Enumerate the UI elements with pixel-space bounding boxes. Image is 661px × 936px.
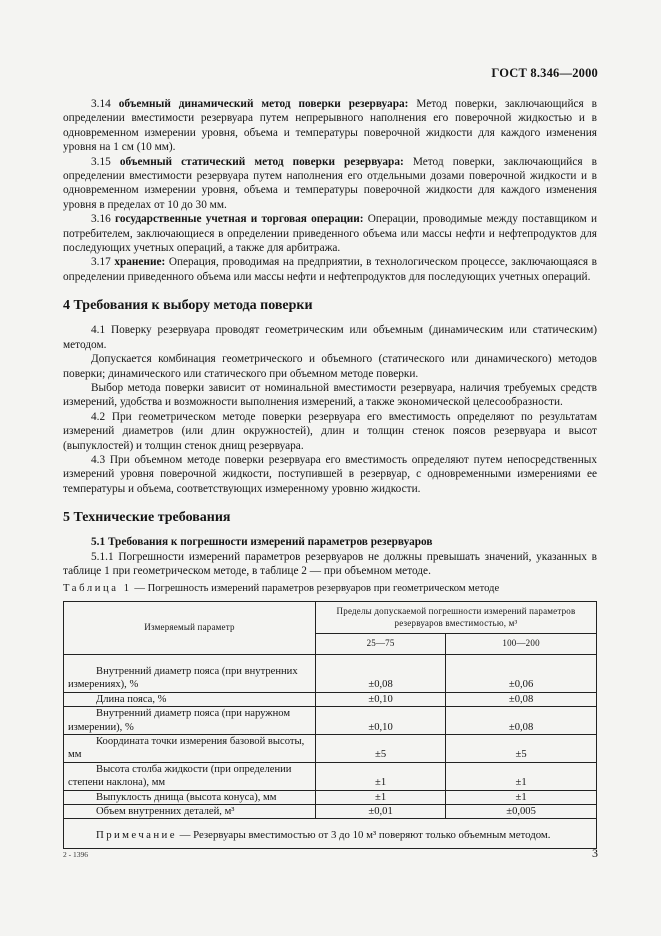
column-header-limits: Пределы допускаемой погрешности измерений параметров резервуаров вместимостью, м³ <box>316 602 597 634</box>
table-note: Примечание — Резервуары вместимостью от 3 до 10 м³ поверяют только объемным методом. <box>64 819 597 849</box>
term: хранение: <box>114 256 166 269</box>
term: государственные учетная и торговая операции: <box>115 213 364 226</box>
definition-3-16: 3.16 государственные учетная и торговая операции: Операции, проводимые между поставщиком и потребителем, заключающиеся в определении приведенного объема или массы нефти и нефтепродуктов для последующих учетных операций, а также для арбитража. <box>63 213 598 255</box>
paragraph-5-1-1: 5.1.1 Погрешности измерений параметров резервуаров не должны превышать значений, указанных в таблице 1 при геометрическом методе, в таблице 2 — при объемном методе. <box>63 550 597 577</box>
table-row <box>64 654 597 692</box>
table-row <box>64 804 597 818</box>
row-parameter: Внутренний диаметр пояса (при внутренних измерениях), % <box>64 654 316 692</box>
table-row <box>64 762 597 790</box>
table-row <box>64 790 597 804</box>
column-header-25-75: 25—75 <box>316 634 446 655</box>
row-value-25-75: ±0,01 <box>316 804 446 818</box>
section-4-title: 4 Требования к выбору метода поверки <box>63 298 313 314</box>
row-value-25-75: ±5 <box>316 734 446 762</box>
paragraph-4-3: 4.3 При объемном методе поверки резервуара его вместимость определяют путем непосредственных измерений уровня поверочной жидкости, поступившей в резервуар, с одновременными измерениями ее температуры и объема, соответствующих измеренному уровню жидкости. <box>63 453 597 495</box>
term: объемный динамический метод поверки резервуара: <box>118 98 409 110</box>
row-value-100-200: ±0,005 <box>446 804 597 818</box>
row-value-100-200: ±0,08 <box>446 707 597 735</box>
row-value-25-75: ±0,10 <box>316 692 446 706</box>
row-parameter: Выпуклость днища (высота конуса), мм <box>64 790 316 804</box>
section-5-title: 5 Технические требования <box>63 510 231 526</box>
row-parameter: Объем внутренних деталей, м³ <box>64 804 316 818</box>
column-header-100-200: 100—200 <box>446 634 597 655</box>
table-note-row <box>64 819 597 849</box>
page-number: 3 <box>592 846 598 860</box>
table-1-caption: Таблица 1 — Погрешность измерений параметров резервуаров при геометрическом методе <box>63 583 500 595</box>
column-header-parameter: Измеряемый параметр <box>64 602 316 655</box>
paragraph-4-1-combination: Допускается комбинация геометрического и объемного (статического или динамического) методов поверки; динамического или статического при объемном методе поверки. <box>63 353 597 380</box>
paragraph-4-1-choice: Выбор метода поверки зависит от номинальной вместимости резервуара, наличия требуемых средств измерений, удобства и возможности выполнения измерений, а также экономической целесообразности. <box>63 381 597 409</box>
row-value-100-200: ±5 <box>446 734 597 762</box>
row-value-100-200: ±1 <box>446 762 597 790</box>
paragraph-4-1: 4.1 Поверку резервуара проводят геометрическим или объемным (динамическим или статическим) методом. <box>63 324 597 351</box>
section-5-1-title: 5.1 Требования к погрешности измерений параметров резервуаров <box>91 536 433 549</box>
standard-number: ГОСТ 8.346—2000 <box>491 66 598 80</box>
row-value-100-200: ±0,06 <box>446 654 597 692</box>
row-value-25-75: ±1 <box>316 762 446 790</box>
definition-3-17: 3.17 хранение: Операция, проводимая на предприятии, в технологическом процессе, заключающаяся в определении приведенного объема или массы нефти и нефтепродуктов для последующих учетных операций. <box>63 256 598 283</box>
row-value-25-75: ±0,08 <box>316 654 446 692</box>
table-row <box>64 707 597 735</box>
print-code: 2 - 1396 <box>63 850 88 859</box>
table-1-caption-label: Таблица 1 <box>63 583 132 595</box>
table-1 <box>63 601 597 849</box>
row-value-25-75: ±0,10 <box>316 707 446 735</box>
definition-3-15: 3.15 объемный статический метод поверки резервуара: Метод поверки, заключающийся в определении вместимости резервуара путем наполнения его отдельными дозами поверочной жидкости и в одновременном измерении уровня, объема и температуры поверочной жидкости для каждого изменения уровня в пределах от 10 до 30 мм. <box>63 155 597 211</box>
paragraph-4-2: 4.2 При геометрическом методе поверки резервуара его вместимость определяют по результатам измерений диаметров (или длин окружностей), длин и толщин стенок поясов резервуара и высот (выпуклостей) и толщин стенок днищ резервуара. <box>63 410 597 452</box>
page-content <box>63 97 597 849</box>
note-label: Примечание <box>96 829 177 842</box>
row-parameter: Высота столба жидкости (при определении степени наклона), мм <box>64 762 316 790</box>
row-value-100-200: ±0,08 <box>446 692 597 706</box>
term: объемный статический метод поверки резервуара: <box>119 155 404 168</box>
row-parameter: Внутренний диаметр пояса (при наружном измерении), % <box>64 707 316 735</box>
row-value-25-75: ±1 <box>316 790 446 804</box>
table-row <box>64 734 597 762</box>
definition-3-14: 3.14 объемный динамический метод поверки резервуара: Метод поверки, заключающийся в определении вместимости резервуара путем непрерывного наполнения его поверочной жидкостью и в одновременном измерении уровня, объема и температуры поверочной жидкости для каждого изменения уровня на 1 см (10 мм). <box>63 98 597 154</box>
row-parameter: Координата точки измерения базовой высоты, мм <box>64 734 316 762</box>
row-parameter: Длина пояса, % <box>64 692 316 706</box>
row-value-100-200: ±1 <box>446 790 597 804</box>
table-row <box>64 692 597 706</box>
